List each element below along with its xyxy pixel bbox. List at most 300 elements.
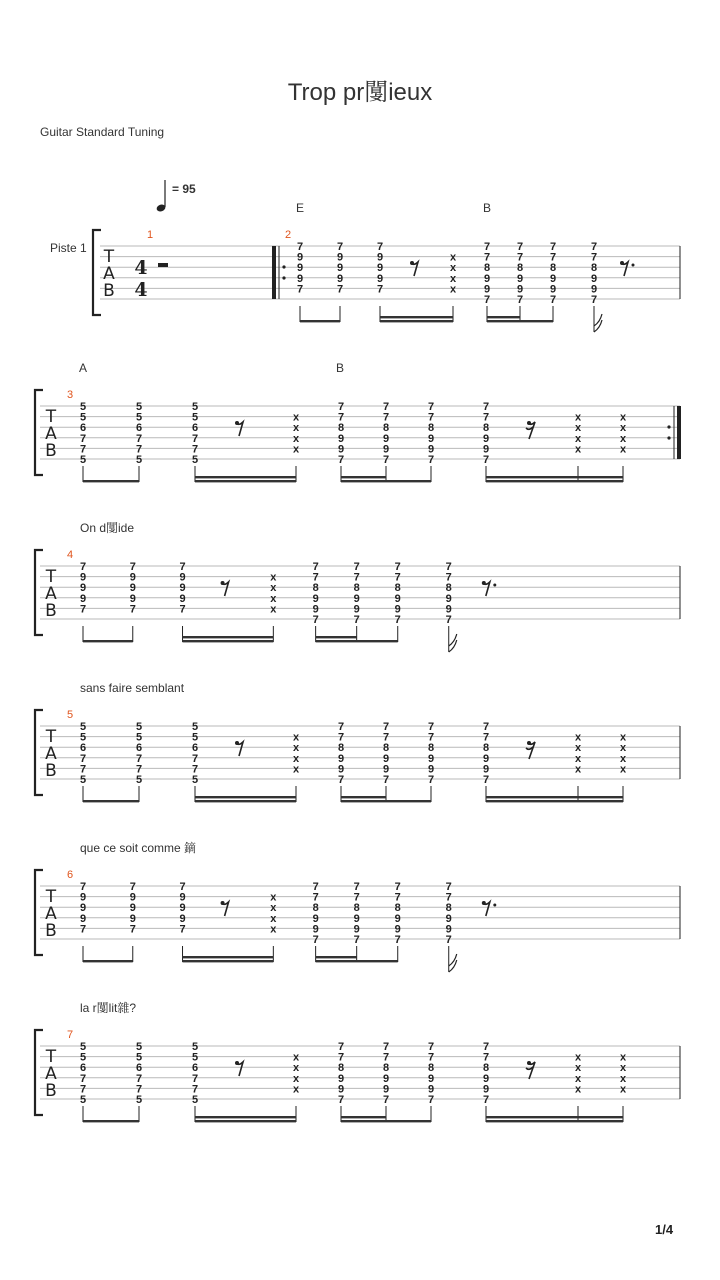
note-beam (486, 796, 623, 798)
note-beam (195, 1120, 296, 1122)
muted-note-x: x (270, 582, 277, 595)
muted-note-x: x (270, 902, 277, 915)
tab-clef-letter: B (45, 601, 57, 621)
tab-clef-letter: T (103, 247, 115, 267)
tab-fret-number: 9 (376, 272, 384, 285)
tab-fret-number: 7 (427, 1041, 435, 1053)
tab-fret-number: 7 (135, 443, 143, 456)
muted-note-x: x (619, 443, 627, 456)
tab-fret-number: 7 (336, 283, 344, 296)
note-beam (183, 636, 274, 638)
song-title: Trop pr闅ieux (287, 79, 433, 106)
tab-fret-number: 8 (312, 902, 319, 915)
tab-clef-letter: B (45, 761, 57, 781)
note-beam (341, 1120, 431, 1122)
tab-fret-number: 7 (382, 731, 390, 744)
tab-fret-number: 9 (129, 891, 136, 904)
muted-note-x: x (449, 272, 457, 285)
tab-fret-number: 9 (382, 443, 390, 456)
tab-fret-number: 9 (376, 251, 384, 264)
tab-fret-number: 5 (79, 731, 87, 744)
tab-fret-number: 8 (394, 902, 401, 915)
tab-fret-number: 7 (549, 294, 557, 306)
tab-fret-number: 9 (445, 603, 452, 616)
note-beam (486, 1116, 623, 1118)
tab-fret-number: 7 (79, 923, 87, 936)
tab-fret-number: 9 (129, 592, 136, 605)
tab-fret-number: 7 (191, 1072, 199, 1085)
tab-fret-number: 7 (445, 561, 452, 573)
note-beam (83, 640, 133, 642)
note-beam (486, 1120, 623, 1122)
tab-fret-number: 7 (394, 934, 401, 946)
tab-fret-number: 7 (337, 721, 345, 733)
muted-note-x: x (619, 1072, 627, 1085)
tab-fret-number: 7 (382, 454, 390, 466)
muted-note-x: x (292, 422, 300, 435)
tab-fret-number: 7 (590, 251, 598, 264)
tab-fret-number: 8 (482, 422, 490, 435)
tab-fret-number: 9 (382, 432, 390, 445)
muted-note-x: x (292, 1083, 300, 1096)
tab-fret-number: 7 (129, 881, 136, 893)
eighth-rest (235, 1061, 239, 1065)
tab-fret-number: 7 (427, 401, 435, 413)
tab-fret-number: 7 (312, 614, 319, 626)
tab-fret-number: 7 (129, 603, 136, 616)
sixteenth-rest (526, 422, 535, 439)
tab-fret-number: 9 (382, 763, 390, 776)
tab-fret-number: 5 (79, 1051, 87, 1064)
tab-fret-number: 7 (79, 752, 87, 765)
tab-fret-number: 7 (312, 881, 319, 893)
tab-fret-number: 9 (79, 912, 87, 925)
tab-fret-number: 8 (427, 422, 435, 435)
tab-fret-number: 9 (337, 443, 345, 456)
muted-note-x: x (619, 411, 627, 424)
tab-clef-letter: A (45, 1064, 57, 1084)
tab-fret-number: 7 (394, 891, 401, 904)
tab-fret-number: 6 (135, 742, 143, 755)
repeat-dot (667, 425, 670, 428)
tab-fret-number: 7 (382, 1041, 390, 1053)
tab-fret-number: 7 (482, 401, 490, 413)
measure-number: 2 (284, 229, 292, 241)
tab-fret-number: 5 (79, 1041, 87, 1053)
tab-fret-number: 9 (79, 902, 87, 915)
note-beam (195, 800, 296, 802)
tab-fret-number: 9 (482, 1083, 490, 1096)
repeat-dot (282, 265, 285, 268)
repeat-dot (282, 276, 285, 279)
muted-note-x: x (292, 432, 300, 445)
tab-fret-number: 8 (482, 742, 490, 755)
tab-fret-number: 9 (445, 923, 452, 936)
repeat-open-barline (272, 246, 276, 299)
tab-clef-letter: T (45, 887, 57, 907)
note-beam (195, 476, 296, 478)
tab-fret-number: 7 (382, 411, 390, 424)
lyric-line: que ce soit comme 鏑 (80, 841, 197, 855)
muted-note-x: x (619, 1062, 627, 1075)
note-beam (195, 796, 296, 798)
system-bracket (35, 710, 43, 795)
muted-note-x: x (292, 1051, 300, 1064)
tab-fret-number: 7 (445, 614, 452, 626)
tab-fret-number: 9 (394, 603, 401, 616)
tab-fret-number: 9 (516, 272, 524, 285)
tab-fret-number: 9 (382, 1083, 390, 1096)
tab-fret-number: 7 (482, 1051, 490, 1064)
tab-fret-number: 7 (376, 283, 384, 296)
eighth-rest (235, 741, 239, 745)
muted-note-x: x (449, 283, 457, 296)
tab-fret-number: 7 (394, 614, 401, 626)
tab-clef-letter: T (45, 727, 57, 747)
tab-fret-number: 9 (482, 1072, 490, 1085)
whole-rest (158, 263, 168, 267)
tab-fret-number: 9 (483, 272, 491, 285)
lyric-line: la r闅lit雜? (80, 1001, 137, 1015)
tab-fret-number: 9 (590, 283, 598, 296)
tab-fret-number: 7 (337, 1041, 345, 1053)
tab-fret-number: 9 (353, 923, 360, 936)
muted-note-x: x (449, 262, 457, 275)
tab-fret-number: 7 (336, 241, 344, 253)
tab-fret-number: 9 (549, 272, 557, 285)
tab-fret-number: 7 (353, 561, 360, 573)
note-beam (341, 480, 431, 482)
tab-fret-number: 7 (394, 561, 401, 573)
tab-fret-number: 5 (191, 721, 199, 733)
tab-fret-number: 5 (135, 411, 143, 424)
muted-note-x: x (292, 763, 300, 776)
tab-fret-number: 7 (337, 731, 345, 744)
measure-number: 6 (66, 869, 74, 881)
system-bracket (35, 1030, 43, 1115)
tab-fret-number: 7 (590, 294, 598, 306)
tab-fret-number: 7 (135, 1072, 143, 1085)
tab-fret-number: 7 (382, 1051, 390, 1064)
note-beam (486, 476, 623, 478)
eighth-rest (235, 421, 239, 425)
system-bracket (35, 870, 43, 955)
tab-fret-number: 9 (336, 262, 344, 275)
muted-note-x: x (292, 742, 300, 755)
tab-fret-number: 7 (79, 561, 87, 573)
tab-fret-number: 9 (445, 592, 452, 605)
tab-fret-number: 9 (427, 1072, 435, 1085)
tab-fret-number: 7 (191, 752, 199, 765)
tab-fret-number: 7 (516, 294, 524, 306)
tab-fret-number: 9 (179, 912, 186, 925)
tab-fret-number: 5 (135, 774, 143, 786)
note-beam (83, 800, 139, 802)
tab-fret-number: 5 (191, 1041, 199, 1053)
tab-fret-number: 9 (312, 603, 319, 616)
tab-fret-number: 7 (353, 571, 360, 584)
tab-fret-number: 7 (353, 891, 360, 904)
tab-fret-number: 7 (394, 881, 401, 893)
tab-fret-number: 8 (427, 1062, 435, 1075)
tab-fret-number: 9 (482, 763, 490, 776)
tab-fret-number: 6 (79, 422, 87, 435)
tab-fret-number: 7 (482, 454, 490, 466)
tab-fret-number: 9 (590, 272, 598, 285)
tab-fret-number: 9 (394, 592, 401, 605)
tab-fret-number: 5 (191, 411, 199, 424)
tab-fret-number: 7 (427, 721, 435, 733)
note-beam (380, 316, 453, 318)
tab-fret-number: 9 (337, 432, 345, 445)
tab-fret-number: 7 (483, 251, 491, 264)
tab-fret-number: 7 (382, 1094, 390, 1106)
tab-fret-number: 8 (445, 902, 452, 915)
repeat-dot (667, 436, 670, 439)
measure-number: 4 (66, 549, 74, 561)
note-beam (316, 960, 398, 962)
tab-fret-number: 8 (516, 262, 524, 275)
tab-fret-number: 9 (129, 902, 136, 915)
muted-note-x: x (619, 1083, 627, 1096)
tab-fret-number: 9 (129, 912, 136, 925)
tab-fret-number: 9 (427, 432, 435, 445)
time-signature-bottom: 4 (134, 279, 148, 301)
tab-fret-number: 7 (179, 603, 186, 616)
tab-fret-number: 7 (191, 443, 199, 456)
muted-note-x: x (574, 1062, 582, 1075)
tab-fret-number: 7 (427, 1094, 435, 1106)
tab-fret-number: 7 (353, 881, 360, 893)
tab-fret-number: 8 (353, 902, 360, 915)
tab-clef-letter: T (45, 407, 57, 427)
tab-fret-number: 7 (337, 1051, 345, 1064)
tab-fret-number: 7 (312, 934, 319, 946)
tab-fret-number: 8 (394, 582, 401, 595)
muted-note-x: x (292, 752, 300, 765)
tab-fret-number: 7 (296, 283, 304, 296)
tab-fret-number: 7 (382, 774, 390, 786)
muted-note-x: x (619, 742, 627, 755)
muted-note-x: x (574, 731, 582, 744)
note-beam (183, 956, 274, 958)
tab-fret-number: 8 (590, 262, 598, 275)
sixteenth-rest (527, 741, 531, 745)
tab-fret-number: 6 (191, 742, 199, 755)
tab-fret-number: 7 (312, 891, 319, 904)
tab-fret-number: 9 (312, 912, 319, 925)
sixteenth-rest (526, 1062, 535, 1079)
tab-fret-number: 7 (482, 731, 490, 744)
tab-fret-number: 9 (353, 912, 360, 925)
muted-note-x: x (292, 1062, 300, 1075)
tab-fret-number: 6 (191, 1062, 199, 1075)
measure-number: 1 (146, 229, 154, 241)
muted-note-x: x (619, 422, 627, 435)
tab-fret-number: 7 (296, 241, 304, 253)
tab-fret-number: 5 (191, 401, 199, 413)
muted-note-x: x (574, 422, 582, 435)
muted-note-x: x (619, 1051, 627, 1064)
measure-number: 5 (66, 709, 74, 721)
tab-fret-number: 9 (129, 571, 136, 584)
tab-fret-number: 7 (516, 241, 524, 253)
tab-fret-number: 9 (79, 571, 87, 584)
tab-fret-number: 5 (79, 774, 87, 786)
note-beam (341, 1116, 386, 1118)
tab-fret-number: 9 (336, 272, 344, 285)
tab-fret-number: 7 (382, 401, 390, 413)
tab-clef-letter: T (45, 1047, 57, 1067)
chord-label: B (482, 201, 492, 215)
tab-clef-letter: B (45, 441, 57, 461)
note-beam (486, 480, 623, 482)
eighth-rest (482, 901, 486, 905)
muted-note-x: x (619, 752, 627, 765)
tab-fret-number: 7 (337, 774, 345, 786)
tab-fret-number: 7 (337, 401, 345, 413)
tab-fret-number: 7 (79, 763, 87, 776)
tab-fret-number: 7 (482, 774, 490, 786)
tab-fret-number: 9 (79, 891, 87, 904)
note-beam (341, 796, 386, 798)
tab-fret-number: 9 (312, 592, 319, 605)
tab-fret-number: 5 (79, 454, 87, 466)
tab-fret-number: 7 (135, 752, 143, 765)
tab-fret-number: 9 (549, 283, 557, 296)
tab-fret-number: 9 (312, 923, 319, 936)
sixteenth-rest (526, 742, 535, 759)
note-beam (487, 316, 520, 318)
tab-fret-number: 5 (79, 721, 87, 733)
tab-fret-number: 5 (135, 731, 143, 744)
tab-fret-number: 7 (79, 881, 87, 893)
tab-fret-number: 5 (135, 1041, 143, 1053)
tab-fret-number: 7 (191, 1083, 199, 1096)
tab-fret-number: 5 (135, 1094, 143, 1106)
tab-fret-number: 7 (129, 923, 136, 936)
tab-fret-number: 7 (549, 241, 557, 253)
muted-note-x: x (619, 432, 627, 445)
tab-fret-number: 7 (129, 561, 136, 573)
tab-fret-number: 7 (353, 614, 360, 626)
tab-fret-number: 9 (296, 251, 304, 264)
tab-fret-number: 7 (549, 251, 557, 264)
tab-fret-number: 7 (382, 721, 390, 733)
tab-fret-number: 5 (135, 401, 143, 413)
tab-fret-number: 6 (79, 742, 87, 755)
eighth-rest (482, 581, 486, 585)
tab-fret-number: 7 (394, 571, 401, 584)
tab-fret-number: 8 (337, 742, 345, 755)
tab-fret-number: 7 (590, 241, 598, 253)
note-beam (486, 800, 623, 802)
tab-fret-number: 7 (482, 411, 490, 424)
tab-fret-number: 7 (79, 432, 87, 445)
tab-fret-number: 7 (445, 881, 452, 893)
eighth-rest (620, 261, 624, 265)
tab-fret-number: 9 (296, 272, 304, 285)
tab-fret-number: 6 (191, 422, 199, 435)
tab-fret-number: 7 (516, 251, 524, 264)
tab-fret-number: 9 (427, 443, 435, 456)
tab-fret-number: 5 (191, 454, 199, 466)
tab-fret-number: 7 (445, 571, 452, 584)
eighth-rest (410, 261, 414, 265)
tab-fret-number: 8 (427, 742, 435, 755)
note-beam (195, 480, 296, 482)
tab-fret-number: 9 (179, 891, 186, 904)
tab-fret-number: 7 (135, 1083, 143, 1096)
repeat-close-barline (677, 406, 681, 459)
rest-dot (493, 904, 496, 907)
rest-dot (493, 584, 496, 587)
tab-fret-number: 6 (79, 1062, 87, 1075)
tab-fret-number: 9 (337, 1083, 345, 1096)
tab-fret-number: 9 (79, 592, 87, 605)
tab-fret-number: 9 (482, 443, 490, 456)
tab-fret-number: 9 (482, 752, 490, 765)
tab-fret-number: 5 (79, 411, 87, 424)
muted-note-x: x (574, 763, 582, 776)
tab-fret-number: 7 (482, 1041, 490, 1053)
rest-dot (632, 264, 635, 267)
tab-clef-letter: A (45, 744, 57, 764)
tab-fret-number: 9 (427, 763, 435, 776)
system-bracket (35, 390, 43, 475)
note-beam (183, 960, 274, 962)
lyric-line: On d闅ide (80, 521, 135, 535)
note-beam (341, 800, 431, 802)
tab-fret-number: 8 (337, 1062, 345, 1075)
muted-note-x: x (574, 443, 582, 456)
tab-fret-number: 9 (427, 752, 435, 765)
tab-fret-number: 7 (191, 763, 199, 776)
tab-fret-number: 8 (382, 742, 390, 755)
tab-fret-number: 7 (79, 443, 87, 456)
tab-fret-number: 7 (427, 454, 435, 466)
system-bracket (35, 550, 43, 635)
tab-clef-letter: A (45, 584, 57, 604)
tab-fret-number: 7 (482, 1094, 490, 1106)
tab-clef-letter: A (45, 904, 57, 924)
tab-fret-number: 9 (445, 912, 452, 925)
tab-fret-number: 7 (79, 1083, 87, 1096)
muted-note-x: x (270, 571, 277, 584)
tab-fret-number: 7 (179, 923, 186, 936)
tab-fret-number: 9 (382, 752, 390, 765)
tab-fret-number: 7 (135, 432, 143, 445)
tab-fret-number: 9 (336, 251, 344, 264)
system-bracket (93, 230, 101, 315)
tab-fret-number: 8 (382, 1062, 390, 1075)
tab-fret-number: 7 (483, 241, 491, 253)
tab-fret-number: 7 (427, 411, 435, 424)
tab-fret-number: 7 (482, 721, 490, 733)
tab-fret-number: 7 (191, 432, 199, 445)
note-beam (300, 320, 340, 322)
muted-note-x: x (574, 1072, 582, 1085)
note-beam (487, 320, 553, 322)
tab-fret-number: 6 (135, 422, 143, 435)
note-beam (316, 640, 398, 642)
sixteenth-rest (527, 1061, 531, 1065)
measure-number: 7 (66, 1029, 74, 1041)
tab-fret-number: 7 (445, 934, 452, 946)
tab-fret-number: 9 (353, 603, 360, 616)
muted-note-x: x (449, 251, 457, 264)
tab-fret-number: 6 (135, 1062, 143, 1075)
